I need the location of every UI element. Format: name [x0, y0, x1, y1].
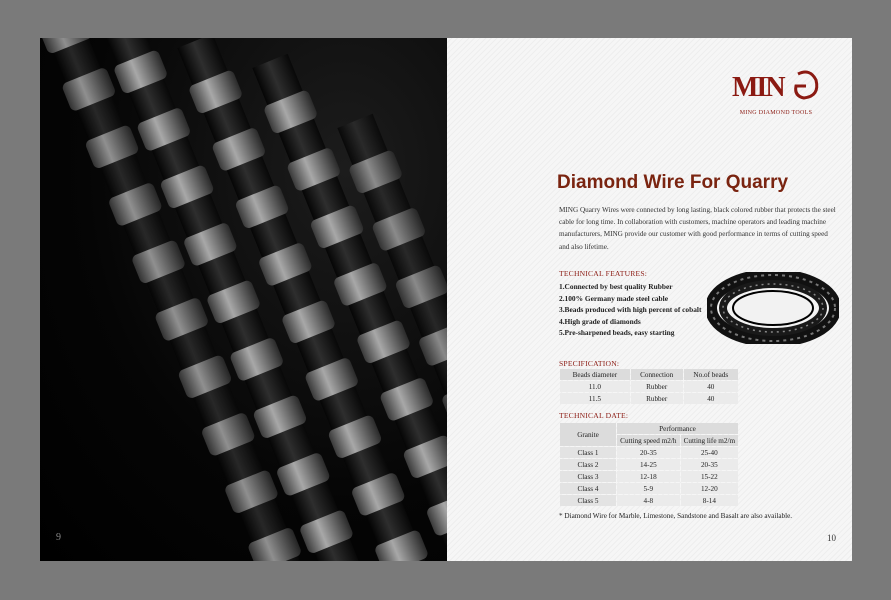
- table-cell: Class 2: [560, 459, 616, 470]
- features-list: [559, 281, 701, 339]
- table-row: [560, 381, 738, 392]
- table-cell: Class 3: [560, 471, 616, 482]
- table-cell: Rubber: [631, 381, 683, 392]
- technical-date-table: [559, 422, 739, 507]
- table-row: [560, 447, 738, 458]
- intro-paragraph: MING Quarry Wires were connected by long lasting, black colored rubber that protects the steel cable for long time. In collaboration with customers, machine operators and leading machine manufacturers, MING provide our customer with good performance in terms of cutting speed and also lifetime.: [559, 206, 836, 251]
- table-cell: 20-35: [681, 459, 738, 470]
- table-row: [560, 459, 738, 470]
- logo-subtitle: MING DIAMOND TOOLS: [739, 110, 813, 116]
- technical-features-heading: TECHNICAL FEATURES:: [559, 269, 648, 278]
- table-cell: Rubber: [631, 393, 683, 404]
- table-header-row: [560, 369, 738, 380]
- table-row: [560, 471, 738, 482]
- table-cell: 12-20: [681, 483, 738, 494]
- header-cell: Cutting speed m2/h: [617, 435, 680, 446]
- feature-item: 1.Connected by best quality Rubber: [559, 282, 673, 291]
- table-cell: 11.0: [560, 381, 630, 392]
- table-row: [560, 495, 738, 506]
- page-number-right: 10: [827, 533, 836, 543]
- table-cell: 12-18: [617, 471, 680, 482]
- table-cell: 5-9: [617, 483, 680, 494]
- specification-heading: SPECIFICATION:: [559, 359, 620, 368]
- table-cell: 8-14: [681, 495, 738, 506]
- table-cell: Class 4: [560, 483, 616, 494]
- table-cell: 11.5: [560, 393, 630, 404]
- page-title: Diamond Wire For Quarry: [557, 172, 789, 193]
- granite-header: Granite: [560, 423, 616, 446]
- table-cell: 15-22: [681, 471, 738, 482]
- header-cell: No.of beads: [684, 369, 738, 380]
- feature-item: 2.100% Germany made steel cable: [559, 293, 668, 303]
- feature-item: 3.Beads produced with high percent of cobalt: [559, 305, 702, 315]
- table-cell: 14-25: [617, 459, 680, 470]
- ming-logo: [726, 66, 826, 120]
- specification-table: [559, 368, 739, 405]
- left-page-photo: [40, 38, 447, 561]
- right-page: [447, 38, 852, 561]
- table-row: [560, 393, 738, 404]
- ming-logo-mark: [732, 66, 822, 106]
- performance-header: Performance: [617, 423, 738, 434]
- table-row: [560, 483, 738, 494]
- table-header-row: [560, 423, 738, 434]
- page-number-left: 9: [56, 532, 61, 543]
- feature-item: 4.High grade of diamonds: [559, 316, 641, 326]
- svg-text:MIN: MIN: [732, 72, 784, 103]
- table-cell: 20-35: [617, 447, 680, 458]
- header-cell: Cutting life m2/m: [681, 435, 738, 446]
- footnote: * Diamond Wire for Marble, Limestone, Sandstone and Basalt are also available.: [559, 512, 793, 520]
- feature-item: 5.Pre-sharpened beads, easy starting: [559, 328, 675, 338]
- table-cell: Class 1: [560, 447, 616, 458]
- table-cell: 40: [684, 381, 738, 392]
- header-cell: Connection: [631, 369, 683, 380]
- table-cell: 4-8: [617, 495, 680, 506]
- diamond-wire-photo: [40, 38, 447, 561]
- table-cell: 25-40: [681, 447, 738, 458]
- technical-date-heading: TECHNICAL DATE:: [559, 411, 629, 420]
- header-cell: Beads diameter: [560, 369, 630, 380]
- table-cell: Class 5: [560, 495, 616, 506]
- brochure-spread: [40, 38, 852, 561]
- table-cell: 40: [684, 393, 738, 404]
- wire-coil-image: [707, 272, 839, 344]
